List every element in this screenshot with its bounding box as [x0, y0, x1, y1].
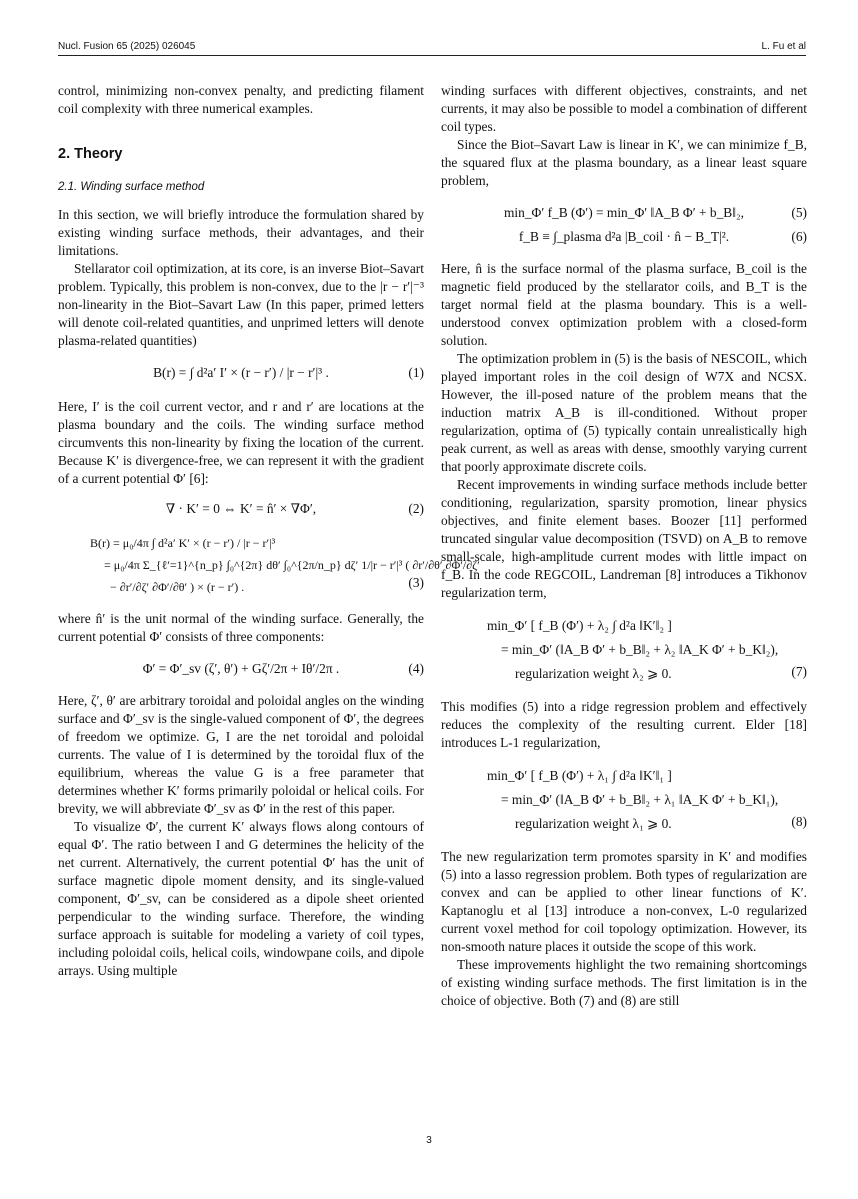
equation-number: (3)	[408, 575, 424, 590]
equation-body: B(r) = ∫ d²a′ I′ × (r − r′) / |r − r′|³ .	[153, 365, 329, 380]
equation-number: (8)	[791, 814, 807, 829]
paragraph: Stellarator coil optimization, at its core, is an inverse Biot–Savart problem. Typically, this problem is non-convex, due to the |r − r′|⁻³ non-linearity in the Biot–Savart Law (In this paper, primed letters will denote coil-related quantities, and unprimed letters will denote plasma-related quantities)	[58, 261, 424, 348]
paragraph: In this section, we will briefly introduce the formulation shared by existing winding surface methods, their advantages, and their limitations.	[58, 207, 424, 258]
equation-5	[441, 204, 807, 222]
paragraph: where n̂′ is the unit normal of the winding surface. Generally, the current potential Φ′ consists of three components:	[58, 611, 424, 644]
section-title: 2. Theory	[58, 146, 123, 162]
equation-line: min_Φ′ [ f_B (Φ′) + λ₂ ∫ d²a ‖K′‖₂ ]	[487, 618, 672, 633]
equation-line: − ∂r′/∂ζ′ ∂Φ′/∂θ′ ) × (r − r′) .	[110, 580, 245, 594]
equation-body: Φ′ = Φ′_sv (ζ′, θ′) + Gζ′/2π + Iθ′/2π .	[142, 661, 340, 676]
equation-number: (2)	[408, 501, 424, 516]
equation-number: (7)	[791, 664, 807, 679]
equation-line: = min_Φ′ (‖A_B Φ′ + b_B‖₂ + λ₁ ‖A_K Φ′ + b_K‖₁),	[501, 792, 779, 807]
equation-number: (5)	[791, 205, 807, 220]
equation-body: ∇ · K′ = 0 ⇔ K′ = n̂′ × ∇Φ′,	[165, 501, 317, 516]
paragraph: Since the Biot–Savart Law is linear in K′, we can minimize f_B, the squared flux at the plasma boundary, as a linear least square problem,	[441, 137, 807, 188]
equation-number: (4)	[408, 661, 424, 676]
subsection-title: 2.1. Winding surface method	[58, 181, 205, 193]
equation-line: B(r) = μ₀/4π ∫ d²a′ K′ × (r − r′) / |r − r′|³	[90, 536, 276, 550]
equation-line: regularization weight λ₂ ⩾ 0.	[515, 666, 672, 681]
paragraph: To visualize Φ′, the current K′ always flows along contours of equal Φ′. The ratio between I and G determines the helicity of the net current. Alternatively, the current potential Φ′ has the unit of surface magnetic dipole moment density, and its single-valued component, Φ′_sv, can be considered as a dipole sheet oriented perpendicular to the winding surface. Therefore, the winding surface approach is suitable for modeling a variety of coil types, including poloidal coils, helical coils, windowpane coils, and dipole arrays. Using multiple	[58, 819, 424, 978]
paragraph: Here, ζ′, θ′ are arbitrary toroidal and poloidal angles on the winding surface and Φ′_sv is the single-valued component of Φ′, the degrees of freedom we optimize. G, I are the net toroidal and poloidal currents. The value of I is determined by the toroidal flux of the equilibrium, whereas the value G is a free parameter that determines whether K′ forms primarily poloidal or helical coils. For brevity, we will abbreviate Φ′_sv as Φ′ in the rest of this paper.	[58, 693, 424, 816]
paragraph: Recent improvements in winding surface methods include better conditioning, regularization, sparsity promotion, linear physics objectives, and finite element bases. Boozer [11] performed truncated singular value decomposition (TSVD) on A_B to remove small-scale, high-amplitude current modes with little impact on f_B. In the code REGCOIL, Landreman [8] introduces a Tikhonov regularization term,	[441, 477, 807, 600]
equation-number: (6)	[791, 229, 807, 244]
equation-7	[441, 614, 807, 686]
equation-number: (1)	[408, 365, 424, 380]
paragraph: Here, n̂ is the surface normal of the plasma surface, B_coil is the magnetic field produced by the stellarator coils, and B_T is the target normal field at the plasma boundary. This is a well-understood convex optimization problem with a closed-form solution.	[441, 261, 807, 348]
paragraph: The new regularization term promotes sparsity in K′ and modifies (5) into a lasso regression problem. Both types of regularization are convex and can be applied to other linear functions of K′. Kaptanoglu et al [13] introduce a non-convex, L-0 regularized current voxel method for coil topology optimization. However, its non-smooth nature places it outside the scope of this work.	[441, 849, 807, 954]
equation-1	[58, 364, 424, 382]
header-rule	[58, 55, 806, 56]
equation-4	[58, 660, 424, 678]
equation-line: min_Φ′ [ f_B (Φ′) + λ₁ ∫ d²a ‖K′‖₁ ]	[487, 768, 672, 783]
intro-paragraph: control, minimizing non-convex penalty, and predicting filament coil complexity with three numerical examples.	[58, 83, 424, 116]
journal-citation: Nucl. Fusion 65 (2025) 026045	[58, 41, 196, 52]
equation-line: = min_Φ′ (‖A_B Φ′ + b_B‖₂ + λ₂ ‖A_K Φ′ + b_K‖₂),	[501, 642, 779, 657]
equation-3	[58, 532, 480, 598]
right-column	[441, 82, 807, 1010]
paragraph: winding surfaces with different objectives, constraints, and net currents, it may also be possible to model a combination of different coil types.	[441, 83, 807, 134]
equation-6	[441, 228, 807, 246]
equation-line: regularization weight λ₁ ⩾ 0.	[515, 816, 672, 831]
page-number: 3	[426, 1135, 432, 1146]
paragraph: This modifies (5) into a ridge regression problem and effectively reduces the complexity of the resulting current. Elder [18] introduces L-1 regularization,	[441, 699, 807, 750]
running-header	[58, 41, 806, 57]
equation-2	[58, 500, 424, 518]
equation-8	[441, 764, 807, 836]
equation-line: = μ₀/4π Σ_{ℓ′=1}^{n_p} ∫₀^{2π} dθ′ ∫₀^{2π/n_p} dζ′ 1/|r − r′|³ ( ∂r′/∂θ′ ∂Φ′/∂ζ′	[104, 558, 480, 572]
left-column	[58, 82, 480, 980]
paragraph: The optimization problem in (5) is the basis of NESCOIL, which played important roles in the coil design of W7X and NCSX. However, the ill-posed nature of the problem means that the induction matrix A_B is ill-conditioned. Without proper regularization, optima of (5) typically contain unrealistically high peak current, as well as areas with dense, smoothly varying current that poorly approximate discrete coils.	[441, 351, 807, 474]
paragraph: These improvements highlight the two remaining shortcomings of existing winding surface methods. The first limitation is in the choice of objective. Both (7) and (8) are still	[441, 957, 807, 1008]
equation-body: min_Φ′ f_B (Φ′) = min_Φ′ ‖A_B Φ′ + b_B‖₂,	[504, 205, 744, 220]
paragraph: Here, I′ is the coil current vector, and r and r′ are locations at the plasma boundary and the coils. The winding surface method circumvents this non-linearity by fixing the location of the current. Because K′ is divergence-free, we can represent it with the gradient of a current potential Φ′ [6]:	[58, 399, 424, 486]
author-running-head: L. Fu et al	[761, 41, 806, 52]
equation-body: f_B ≡ ∫_plasma d²a |B_coil · n̂ − B_T|².	[518, 229, 730, 244]
